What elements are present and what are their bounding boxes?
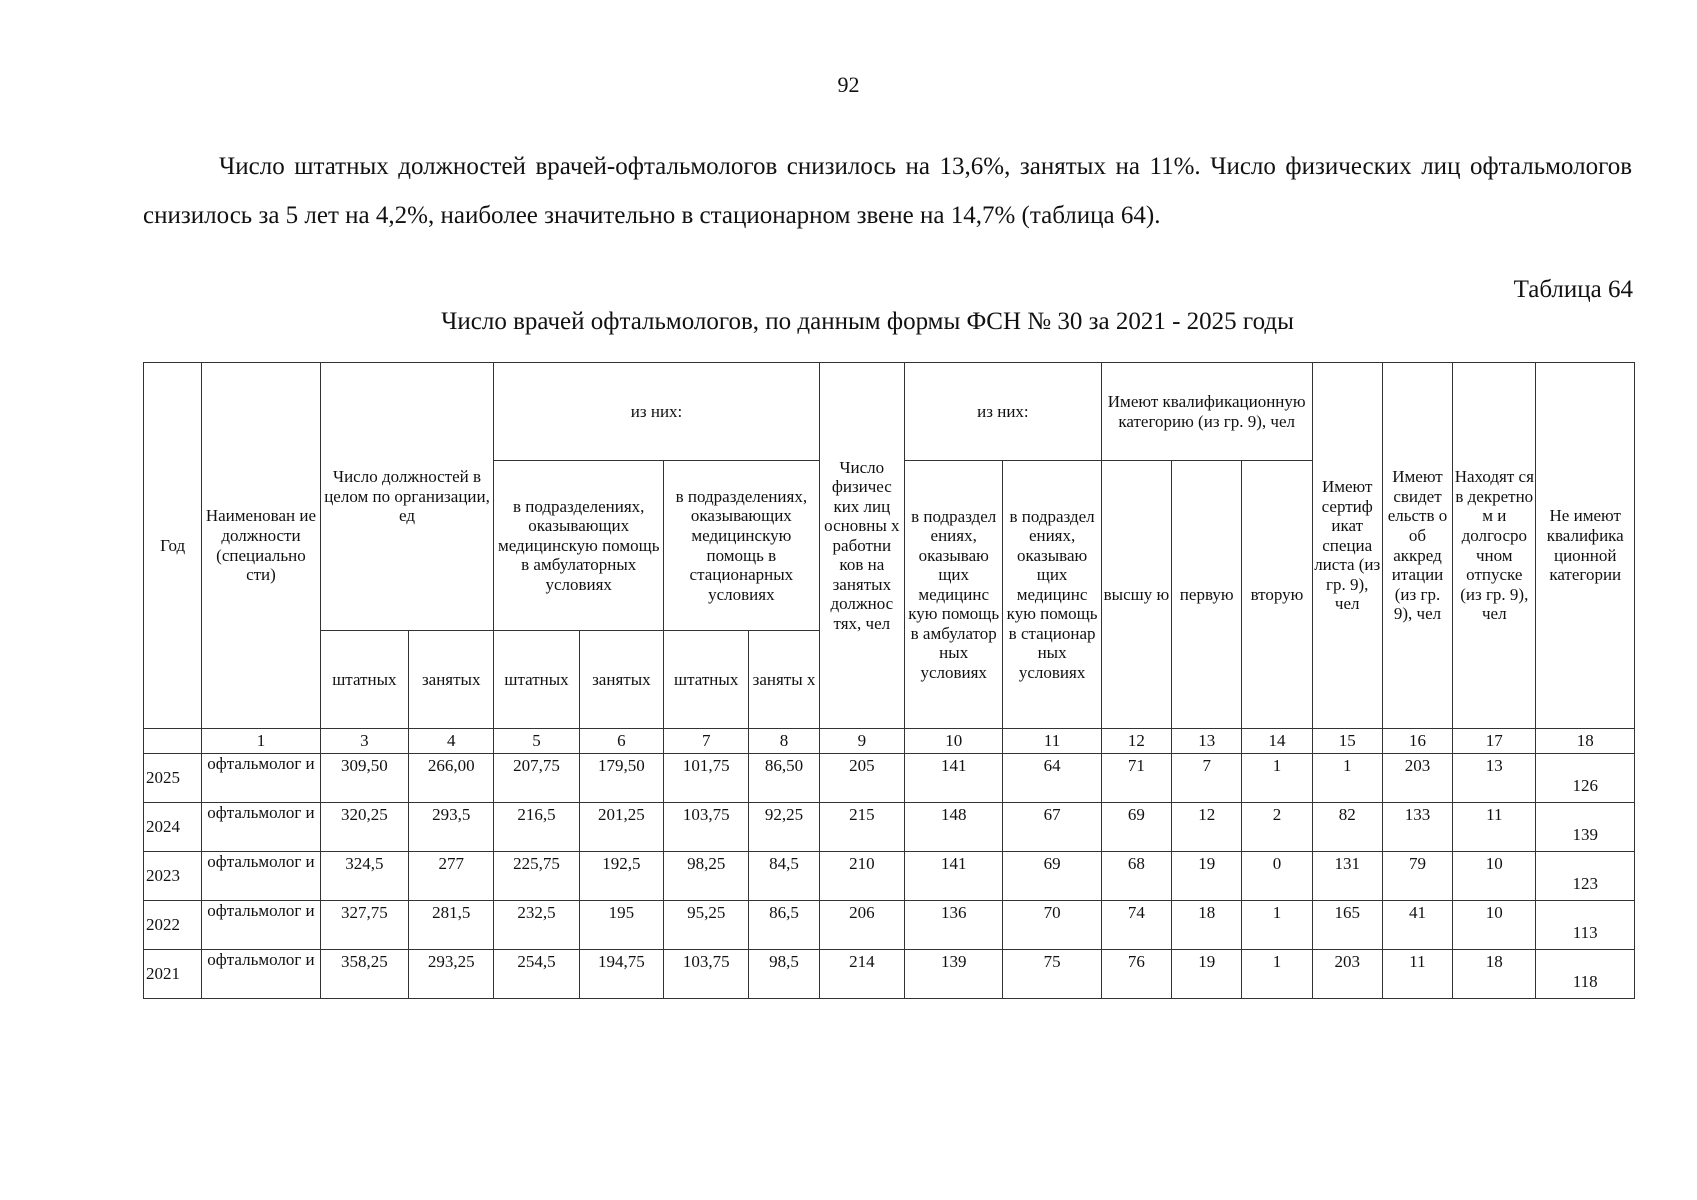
header-inpatient-units: в подразделениях, оказывающих медицинскую помощь в стационарных условиях — [664, 461, 820, 631]
header-staff: штатных — [320, 631, 408, 729]
value-cell: 136 — [905, 901, 1003, 950]
value-cell: 148 — [905, 803, 1003, 852]
value-cell: 210 — [819, 852, 904, 901]
header-year: Год — [144, 363, 202, 729]
value-cell: 131 — [1312, 852, 1382, 901]
table-row — [144, 754, 1635, 803]
value-cell: 67 — [1003, 803, 1101, 852]
column-number-cell: 9 — [819, 729, 904, 754]
value-cell: 254,5 — [494, 950, 579, 999]
value-cell: 86,5 — [749, 901, 819, 950]
column-number-cell: 10 — [905, 729, 1003, 754]
value-cell: 192,5 — [579, 852, 663, 901]
value-cell: 1 — [1312, 754, 1382, 803]
value-cell: 113 — [1536, 901, 1635, 950]
value-cell: 320,25 — [320, 803, 408, 852]
header-second-category: вторую — [1242, 461, 1312, 729]
value-cell: 103,75 — [664, 950, 749, 999]
header-positions-total: Число должностей в целом по организации, ед — [320, 363, 494, 631]
value-cell: 13 — [1453, 754, 1536, 803]
column-number-cell: 16 — [1382, 729, 1452, 754]
value-cell: 19 — [1172, 950, 1242, 999]
value-cell: 205 — [819, 754, 904, 803]
value-cell: 2 — [1242, 803, 1312, 852]
table-row — [144, 950, 1635, 999]
value-cell: 7 — [1172, 754, 1242, 803]
value-cell: 1 — [1242, 901, 1312, 950]
header-of-them-individuals: из них: — [905, 363, 1102, 461]
header-individuals-inpatient: в подраздел ениях, оказываю щих медицинс кую помощь в стационар ных условиях — [1003, 461, 1101, 729]
value-cell: 194,75 — [579, 950, 663, 999]
value-cell: 195 — [579, 901, 663, 950]
value-cell: 309,50 — [320, 754, 408, 803]
value-cell: 103,75 — [664, 803, 749, 852]
value-cell: 95,25 — [664, 901, 749, 950]
value-cell: 84,5 — [749, 852, 819, 901]
value-cell: 76 — [1101, 950, 1171, 999]
value-cell: 19 — [1172, 852, 1242, 901]
header-leave: Находят ся в декретно м и долгосро чном отпуске (из гр. 9), чел — [1453, 363, 1536, 729]
table-caption: Число врачей офтальмологов, по данным формы ФСН № 30 за 2021 - 2025 годы — [441, 308, 1294, 335]
header-qualification: Имеют квалификационную категорию (из гр. 9), чел — [1101, 363, 1312, 461]
value-cell: 133 — [1382, 803, 1452, 852]
header-occupied: заняты х — [749, 631, 819, 729]
value-cell: 98,25 — [664, 852, 749, 901]
header-occupied: занятых — [579, 631, 663, 729]
value-cell: 139 — [905, 950, 1003, 999]
header-occupied: занятых — [409, 631, 494, 729]
value-cell: 139 — [1536, 803, 1635, 852]
value-cell: 203 — [1382, 754, 1452, 803]
header-no-category: Не имеют квалифика ционной категории — [1536, 363, 1635, 729]
year-cell: 2024 — [144, 803, 202, 852]
column-numbers-row — [144, 729, 1635, 754]
value-cell: 293,5 — [409, 803, 494, 852]
value-cell: 69 — [1003, 852, 1101, 901]
physicians-table — [143, 362, 1635, 999]
value-cell: 293,25 — [409, 950, 494, 999]
column-number-cell: 5 — [494, 729, 579, 754]
table-row — [144, 852, 1635, 901]
column-number-cell — [144, 729, 202, 754]
column-number-cell: 17 — [1453, 729, 1536, 754]
value-cell: 165 — [1312, 901, 1382, 950]
value-cell: 68 — [1101, 852, 1171, 901]
value-cell: 216,5 — [494, 803, 579, 852]
column-number-cell: 3 — [320, 729, 408, 754]
table-row — [144, 803, 1635, 852]
value-cell: 18 — [1453, 950, 1536, 999]
value-cell: 126 — [1536, 754, 1635, 803]
value-cell: 118 — [1536, 950, 1635, 999]
column-number-cell: 11 — [1003, 729, 1101, 754]
value-cell: 11 — [1453, 803, 1536, 852]
header-individuals: Число физичес ких лиц основны х работни ков на занятых должнос тях, чел — [819, 363, 904, 729]
header-accreditation: Имеют свидет ельств о об аккред итации (из гр. 9), чел — [1382, 363, 1452, 729]
column-number-cell: 1 — [202, 729, 320, 754]
column-number-cell: 7 — [664, 729, 749, 754]
column-number-cell: 14 — [1242, 729, 1312, 754]
value-cell: 79 — [1382, 852, 1452, 901]
header-ambulatory-units: в подразделениях, оказывающих медицинскую помощь в амбулаторных условиях — [494, 461, 664, 631]
value-cell: 75 — [1003, 950, 1101, 999]
value-cell: 64 — [1003, 754, 1101, 803]
header-highest-category: высшу ю — [1101, 461, 1171, 729]
value-cell: 123 — [1536, 852, 1635, 901]
value-cell: 141 — [905, 754, 1003, 803]
value-cell: 141 — [905, 852, 1003, 901]
position-cell: офтальмолог и — [202, 754, 320, 803]
value-cell: 215 — [819, 803, 904, 852]
year-cell: 2025 — [144, 754, 202, 803]
value-cell: 70 — [1003, 901, 1101, 950]
value-cell: 266,00 — [409, 754, 494, 803]
position-cell: офтальмолог и — [202, 803, 320, 852]
column-number-cell: 8 — [749, 729, 819, 754]
value-cell: 69 — [1101, 803, 1171, 852]
value-cell: 10 — [1453, 852, 1536, 901]
column-number-cell: 4 — [409, 729, 494, 754]
value-cell: 206 — [819, 901, 904, 950]
table-row — [144, 901, 1635, 950]
column-number-cell: 6 — [579, 729, 663, 754]
value-cell: 207,75 — [494, 754, 579, 803]
value-cell: 41 — [1382, 901, 1452, 950]
header-individuals-ambulatory: в подраздел ениях, оказываю щих медицинс кую помощь в амбулатор ных условиях — [905, 461, 1003, 729]
position-cell: офтальмолог и — [202, 950, 320, 999]
value-cell: 82 — [1312, 803, 1382, 852]
value-cell: 232,5 — [494, 901, 579, 950]
value-cell: 281,5 — [409, 901, 494, 950]
value-cell: 324,5 — [320, 852, 408, 901]
value-cell: 12 — [1172, 803, 1242, 852]
value-cell: 327,75 — [320, 901, 408, 950]
value-cell: 1 — [1242, 754, 1312, 803]
body-paragraph: Число штатных должностей врачей-офтальмологов снизилось на 13,6%, занятых на 11%. Число физических лиц офтальмологов снизилось за 5 лет на 4,2%, наиболее значительно в стационарном звене на 14,7% (таблица 64). — [143, 153, 1632, 229]
value-cell: 0 — [1242, 852, 1312, 901]
year-cell: 2021 — [144, 950, 202, 999]
value-cell: 11 — [1382, 950, 1452, 999]
value-cell: 277 — [409, 852, 494, 901]
value-cell: 74 — [1101, 901, 1171, 950]
value-cell: 1 — [1242, 950, 1312, 999]
value-cell: 98,5 — [749, 950, 819, 999]
value-cell: 214 — [819, 950, 904, 999]
value-cell: 71 — [1101, 754, 1171, 803]
year-cell: 2023 — [144, 852, 202, 901]
year-cell: 2022 — [144, 901, 202, 950]
header-certificate: Имеют сертиф икат специа листа (из гр. 9), чел — [1312, 363, 1382, 729]
header-position-name: Наименован ие должности (специально сти) — [202, 363, 320, 729]
value-cell: 358,25 — [320, 950, 408, 999]
column-number-cell: 18 — [1536, 729, 1635, 754]
value-cell: 92,25 — [749, 803, 819, 852]
column-number-cell: 13 — [1172, 729, 1242, 754]
column-number-cell: 12 — [1101, 729, 1171, 754]
column-number-cell: 15 — [1312, 729, 1382, 754]
header-of-them-positions: из них: — [494, 363, 819, 461]
value-cell: 101,75 — [664, 754, 749, 803]
table-label: Таблица 64 — [1513, 276, 1633, 303]
position-cell: офтальмолог и — [202, 852, 320, 901]
position-cell: офтальмолог и — [202, 901, 320, 950]
value-cell: 225,75 — [494, 852, 579, 901]
value-cell: 201,25 — [579, 803, 663, 852]
header-staff: штатных — [494, 631, 579, 729]
value-cell: 86,50 — [749, 754, 819, 803]
header-first-category: первую — [1172, 461, 1242, 729]
value-cell: 18 — [1172, 901, 1242, 950]
page-number: 92 — [837, 72, 860, 97]
header-staff: штатных — [664, 631, 749, 729]
value-cell: 179,50 — [579, 754, 663, 803]
value-cell: 203 — [1312, 950, 1382, 999]
value-cell: 10 — [1453, 901, 1536, 950]
